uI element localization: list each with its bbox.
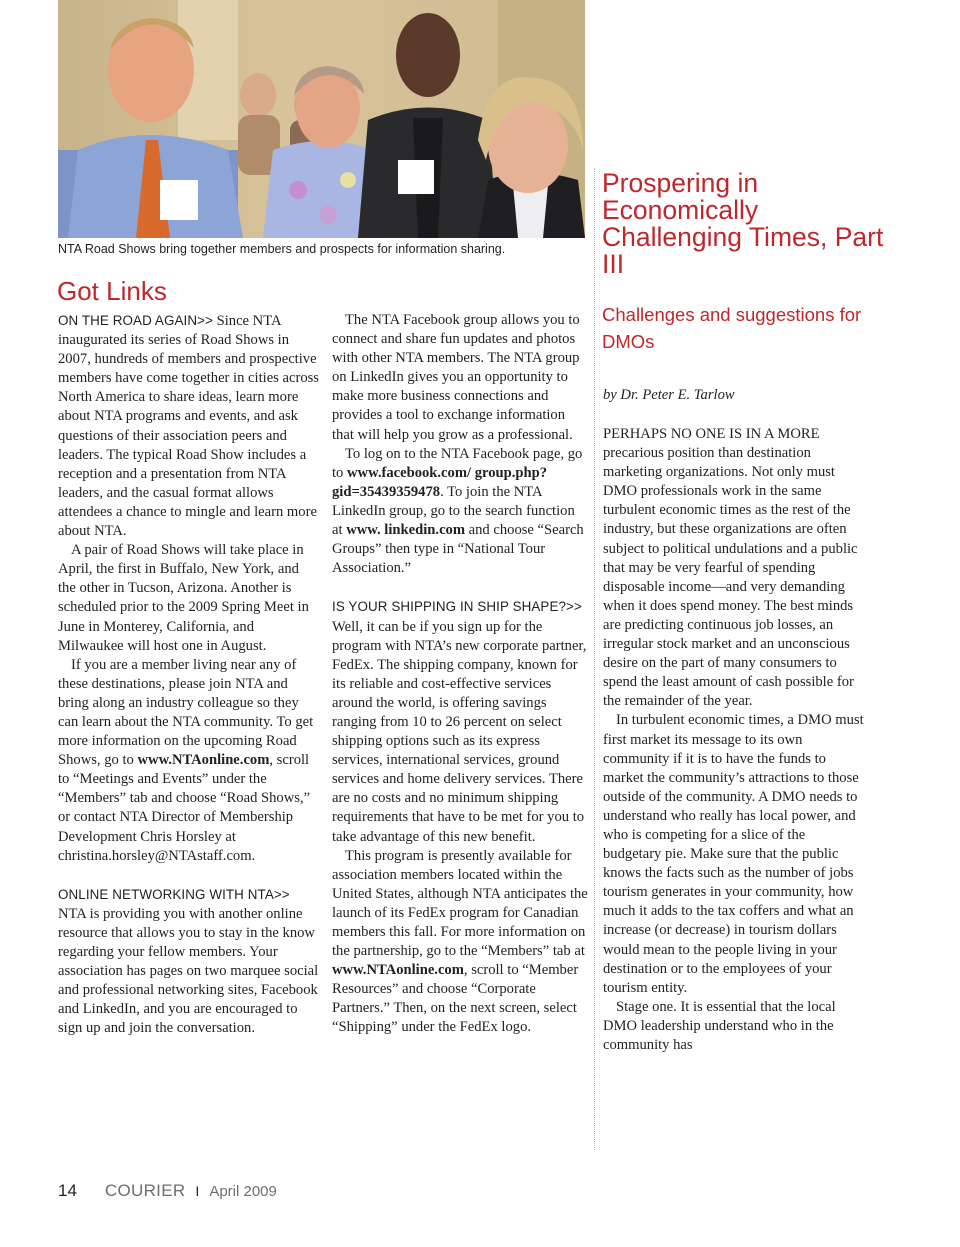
article-column-3 bbox=[603, 425, 865, 1055]
paragraph-networking-intro: NTA is providing you with another online resource that allows you to stay in the know regarding your fellow members. Your association has pages on two marquee social and professional networking sites, Facebook and LinkedIn, and you are encouraged to sign up and join the conversation. bbox=[58, 905, 319, 1037]
publication-name: COURIER bbox=[104, 1181, 186, 1200]
section-heading-networking: ONLINE NETWORKING WITH NTA>> bbox=[58, 886, 290, 902]
event-photo bbox=[58, 0, 585, 238]
issue-date: April 2009 bbox=[209, 1183, 277, 1200]
article-title-prospering: Prospering in Economically Challenging Times, Part III bbox=[602, 168, 884, 279]
link-ntaonline-2[interactable]: www.NTAonline.com bbox=[332, 962, 464, 979]
page-footer bbox=[58, 1181, 277, 1201]
paragraph-road-shows-contact: If you are a member living near any of these destinations, please join NTA and bring along an industry colleague so they can learn about the NTA community. To get more information on the upcoming Road Shows, go to www.NTAonline.com, scroll to “Meetings and Events” under the “Members” tab and choose “Road Shows,” or contact NTA Director of Membership Development Chris Horsley at christina.horsley@NTAstaff.com. bbox=[58, 656, 314, 864]
photo-illustration bbox=[58, 0, 585, 238]
page-number: 14 bbox=[58, 1181, 77, 1200]
paragraph-networking-groups: The NTA Facebook group allows you to connect and share fun updates and photos with other NTA members. The NTA group on LinkedIn gives you an opportunity to make more business connections and provides a tool to exchange information that will help you grow as a professional. bbox=[332, 312, 580, 443]
article-column-1 bbox=[58, 311, 320, 1039]
paragraph-dmo-message: In turbulent economic times, a DMO must first market its message to its own community if it is to have the funds to market the community’s attractions to those outside of the community. A DMO needs to understand who really has local power, and who is competing for a slice of the budgetary pie. Make sure that the public knows the facts such as the number of jobs tourism generates in your community, how much it adds to the tax coffers and what an increase (or decrease) in tourism dollars would mean to the people living in your destination or to the employees of your tourism entity. bbox=[603, 712, 864, 996]
footer-separator: I bbox=[195, 1183, 200, 1199]
article-subtitle: Challenges and suggestions for DMOs bbox=[602, 304, 862, 352]
paragraph-road-shows-intro: ON THE ROAD AGAIN>> Since NTA inaugurated its series of Road Shows in 2007, hundreds of members and prospective members have come together in cities across North America to share ideas, learn more about NTA programs and events, and ask questions of their association peers and leaders. The typical Road Show includes a reception and a presentation from NTA leaders, and the casual format allows attendees a chance to mingle and learn more about NTA. bbox=[58, 313, 319, 540]
paragraph-dmo-intro: PERHAPS NO ONE IS IN A MORE precarious position than destination marketing organizations. Not only must DMO professionals work in the same turbulent economic times as the rest of the industry, but these organizations are often subject to political undulations and a public that may be very fearful of spending disposable income—and very demanding when it does spend money. The best minds are predicting continuous job losses, an irregular stock market and an unconscious desire on the part of many consumers to spend the least amount of cash possible for the remainder of the year. bbox=[603, 426, 858, 710]
link-linkedin[interactable]: www. linkedin.com bbox=[346, 522, 465, 539]
paragraph-dmo-stage-one: Stage one. It is essential that the local DMO leadership understand who in the community has bbox=[603, 998, 836, 1053]
article-byline: by Dr. Peter E. Tarlow bbox=[603, 387, 735, 403]
photo-caption: NTA Road Shows bring together members and prospects for information sharing. bbox=[58, 242, 506, 256]
section-heading-shipping: IS YOUR SHIPPING IN SHIP SHAPE?>> bbox=[332, 599, 582, 615]
section-heading-networking-line bbox=[58, 885, 320, 905]
link-facebook[interactable]: www.facebook.com/ group.php?gid=35439359478 bbox=[332, 464, 548, 500]
paragraph-road-shows-schedule: A pair of Road Shows will take place in April, the first in Buffalo, New York, and the other in Tucson, Arizona. Another is scheduled prior to the 2009 Spring Meet in June in Monterey, California, and Milwaukee will host one in August. bbox=[58, 542, 309, 654]
link-ntaonline[interactable]: www.NTAonline.com bbox=[137, 752, 270, 769]
article-column-2 bbox=[332, 311, 588, 1038]
paragraph-shipping-intro: IS YOUR SHIPPING IN SHIP SHAPE?>> Well, it can be if you sign up for the program with NTA’s new corporate partner, FedEx. The shipping company, known for its reliable and cost-effective services around the world, is offering savings ranging from 10 to 26 percent on select shipping options such as its express services, international services, ground services and home delivery services. There are no costs and no minimum shipping requirements that have to be met for you to take advantage of this new benefit. bbox=[332, 599, 587, 845]
paragraph-networking-links: To log on to the NTA Facebook page, go to www.facebook.com/ group.php?gid=35439359478. To join the NTA LinkedIn group, go to the search function at www. linkedin.com and choose “Search Groups” then type in “National Tour Association.” bbox=[332, 445, 584, 577]
article-title-got-links: Got Links bbox=[57, 276, 167, 306]
section-heading-road: ON THE ROAD AGAIN>> bbox=[58, 313, 213, 328]
column-divider bbox=[594, 168, 595, 1150]
paragraph-shipping-details: This program is presently available for association members located within the United States, although NTA anticipates the launch of its FedEx program for Canadian members this fall. For more information on the partnership, go to the “Members” tab at www.NTAonline.com, scroll to “Member Resources” and choose “Corporate Partners.” Then, on the next screen, select “Shipping” under the FedEx logo. bbox=[332, 847, 588, 1036]
